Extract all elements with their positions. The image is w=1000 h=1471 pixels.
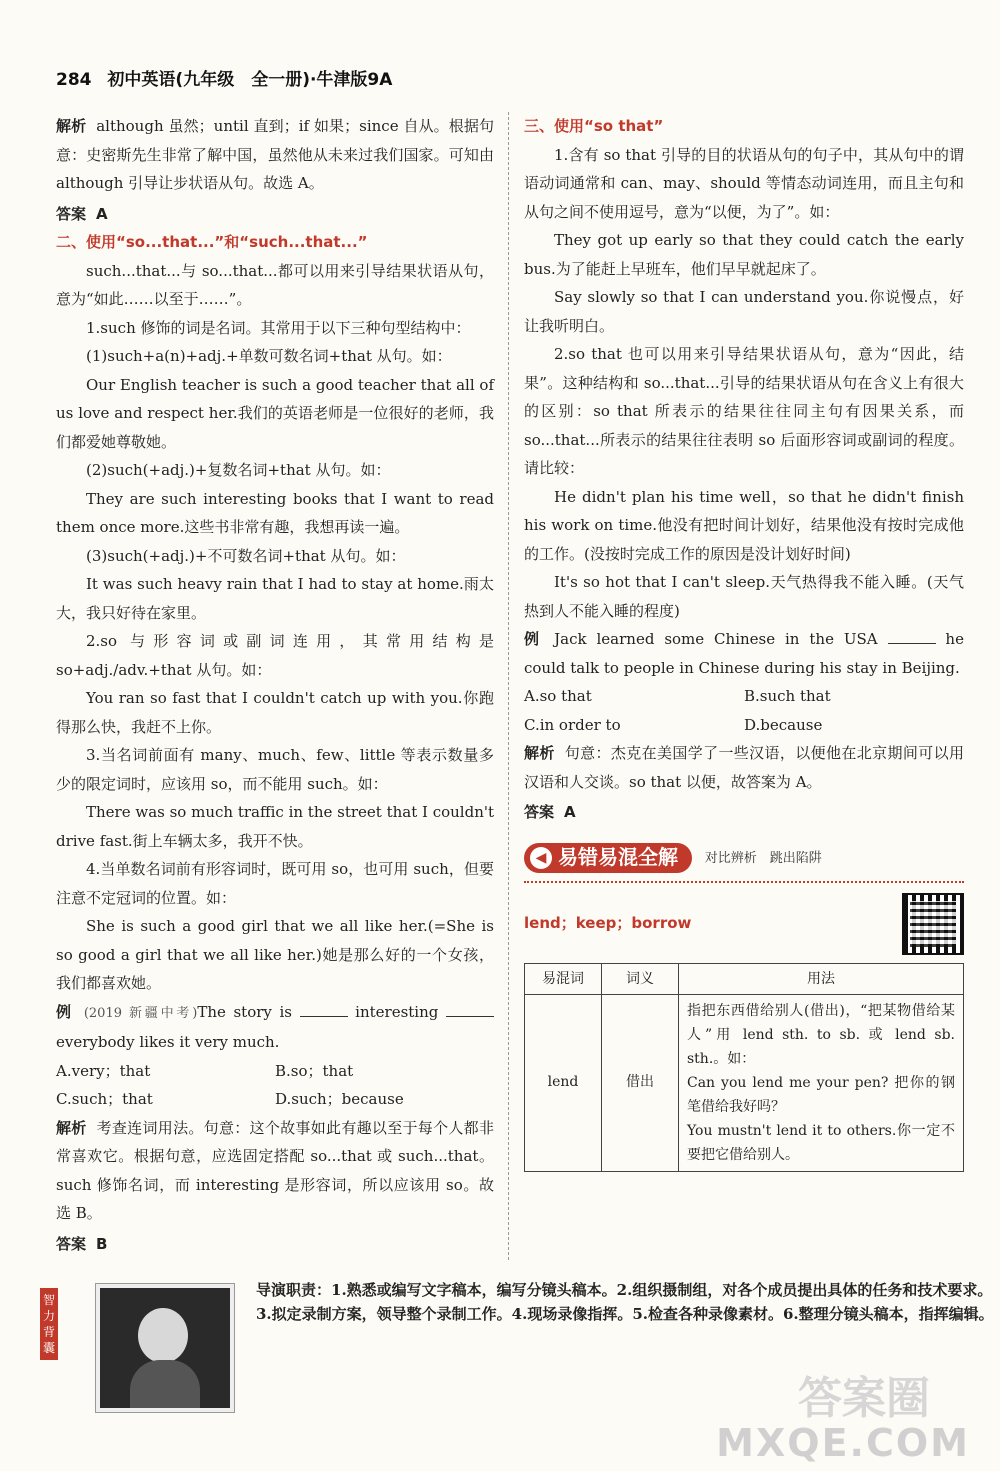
answer-2: 答案 B [56, 1234, 108, 1253]
watermark-url: MXQE.COM [716, 1420, 970, 1465]
tip-text: 导演职责：1.熟悉或编写文字稿本，编写分镜头稿本。2.组织摄制组，对各个成员提出具体的任务和技术要求。3.拟定录制方案，领导整个录制工作。4.现场录像指挥。5.检查各种录像素材。6.整理分镜头稿本，指挥编辑。 [256, 1281, 994, 1323]
answer-1: 答案 A [56, 204, 108, 223]
rule-3: 3.当名词前面有 many、much、few、little 等表示数量多少的限定词时，应该用 so，而不能用 such。如： [56, 746, 494, 793]
answer-blank [300, 1002, 348, 1017]
section-3-title: 三、使用“so that” [524, 117, 664, 135]
rule-2: 2.so that 也可以用来引导结果状语从句，意为“因此，结果”。这种结构和 so...that...引导的结果状语从句在含义上有很大的区别：so that 所表示的结果往往同主句有因果关系，而 so...that...所表示的结果往往表明 so 后面形容词或副词的程度。请比较： [524, 345, 964, 477]
answer: 答案 A [524, 803, 576, 821]
option: C.such；that [56, 1090, 153, 1108]
banner-title: 易错易混全解 [558, 845, 678, 870]
book-title: 初中英语(九年级 全一册)·牛津版9A [107, 70, 393, 90]
table-header-row [525, 963, 964, 994]
comparison-table [524, 963, 964, 1172]
divider [524, 881, 964, 883]
option: D.because [744, 715, 823, 734]
option: A.very；that [56, 1061, 151, 1080]
option: D.such；because [275, 1090, 404, 1108]
rule-1: 1.含有 so that 引导的目的状语从句的句子中，其从句中的谓语动词通常和 can、may、should 等情态动词连用，而且主句和从句之间不使用逗号，意为“以便，为了”。如： [524, 145, 964, 221]
analysis-1: 解析 although 虽然；until 直到；if 如果；since 自从。根据句意：史密斯先生非常了解中国，虽然他从未来过我们国家。可知由 although 引导让步状语从句。故选 A。 [56, 117, 494, 192]
answer-blank [446, 1002, 494, 1017]
option: B.such that [744, 687, 831, 705]
watermark-logo: 答案圈 [798, 1372, 930, 1424]
page-header [56, 66, 392, 95]
rule-1: 1.such 修饰的词是名词。其常用于以下三种句型结构中： [86, 318, 471, 337]
example-question: 例 (2019 新疆中考)The story is interesting everybody likes it very much. [56, 998, 494, 1057]
tip-tag: 智力背囊 [40, 1288, 58, 1360]
example-sentence: Our English teacher is such a good teacher that all of us love and respect her.我们的英语老师是一位很好的老师，我们都爱她尊敬她。 [56, 375, 494, 451]
word-cell: lend [525, 994, 602, 1171]
answer-blank [888, 629, 936, 644]
options [56, 1057, 494, 1114]
example-sentence: It's so hot that I can't sleep.天气热得我不能入睡。(天气热到人不能入睡的程度) [524, 573, 964, 620]
column-header: 词义 [602, 963, 679, 994]
example-sentence: He didn't plan his time well，so that he didn't finish his work on time.他没有把时间计划好，结果他没有按时完成他的工作。(没按时完成工作的原因是没计划好时间) [524, 487, 964, 563]
page-number: 284 [56, 70, 92, 90]
column-header: 用法 [679, 963, 964, 994]
example-sentence: Say slowly so that I can understand you.你说慢点，好让我听明白。 [524, 288, 964, 335]
qr-code-icon [902, 893, 964, 955]
analysis: 解析 句意：杰克在美国学了一些汉语，以便他在北京期间可以用汉语和人交谈。so that 以便，故答案为 A。 [524, 744, 964, 791]
example-sentence: You ran so fast that I couldn't catch up with you.你跑得那么快，我赶不上你。 [56, 689, 494, 736]
analysis-2: 解析 考查连词用法。句意：这个故事如此有趣以至于每个人都非常喜欢它。根据句意，应选固定搭配 so...that 或 such...that。such 修饰名词，而 interesting 是形容词，所以应该用 so。故选 B。 [56, 1118, 494, 1222]
rule-1b: (2)such(+adj.)+复数名词+that 从句。如： [86, 461, 391, 479]
example-sentence: They are such interesting books that I want to read them once more.这些书非常有趣，我想再读一遍。 [56, 489, 494, 536]
section-2-title: 二、使用“so...that...”和“such...that...” [56, 233, 368, 251]
example-sentence: They got up early so that they could catch the early bus.为了能赶上早班车，他们早早就起床了。 [524, 231, 964, 278]
right-column [524, 112, 964, 1172]
option: B.so；that [275, 1061, 354, 1080]
option: C.in order to [524, 715, 621, 734]
option: A.so that [524, 687, 592, 705]
paragraph: such...that...与 so...that...都可以用来引导结果状语从句，意为“如此……以至于……”。 [56, 261, 494, 308]
banner-subtitle: 对比辨析 跳出陷阱 [704, 850, 822, 866]
table-row [525, 994, 964, 1171]
megaphone-icon: ◀ [530, 847, 552, 869]
portrait-photo [96, 1284, 234, 1412]
rule-1a: (1)such+a(n)+adj.+单数可数名词+that 从句。如： [86, 347, 452, 365]
meaning-cell: 借出 [602, 994, 679, 1171]
left-column [56, 112, 494, 1258]
usage-cell: 指把东西借给别人(借出)，“把某物借给某人”用 lend sth. to sb. 或 lend sb. sth.。如： Can you lend me your pen? 把你的钢笔借给我好吗？ You mustn't lend it to others.你一定不要把它借给别人。 [679, 994, 964, 1171]
example-question: 例 Jack learned some Chinese in the USA he could talk to people in Chinese during his stay in Beijing. [524, 630, 964, 677]
compare-title: lend；keep；borrow [524, 914, 692, 933]
example-sentence: It was such heavy rain that I had to stay at home.雨太大，我只好待在家里。 [56, 575, 494, 622]
example-sentence: She is such a good girl that we all like her.(=She is so good a girl that we all like her.)她是那么好的一个女孩，我们都喜欢她。 [56, 917, 494, 992]
column-header: 易混词 [525, 963, 602, 994]
rule-4: 4.当单数名词前有形容词时，既可用 so，也可用 such，但要注意不定冠词的位置。如： [56, 860, 494, 907]
rule-2: 2.so 与形容词或副词连用，其常用结构是so+adj./adv.+that 从句。如： [56, 632, 494, 679]
column-divider [508, 112, 509, 1260]
rule-1c: (3)such(+adj.)+不可数名词+that 从句。如： [86, 546, 406, 565]
section-banner [524, 843, 964, 877]
compare-header [524, 893, 964, 955]
options [524, 682, 964, 739]
example-sentence: There was so much traffic in the street that I couldn't drive fast.街上车辆太多，我开不快。 [56, 803, 495, 850]
